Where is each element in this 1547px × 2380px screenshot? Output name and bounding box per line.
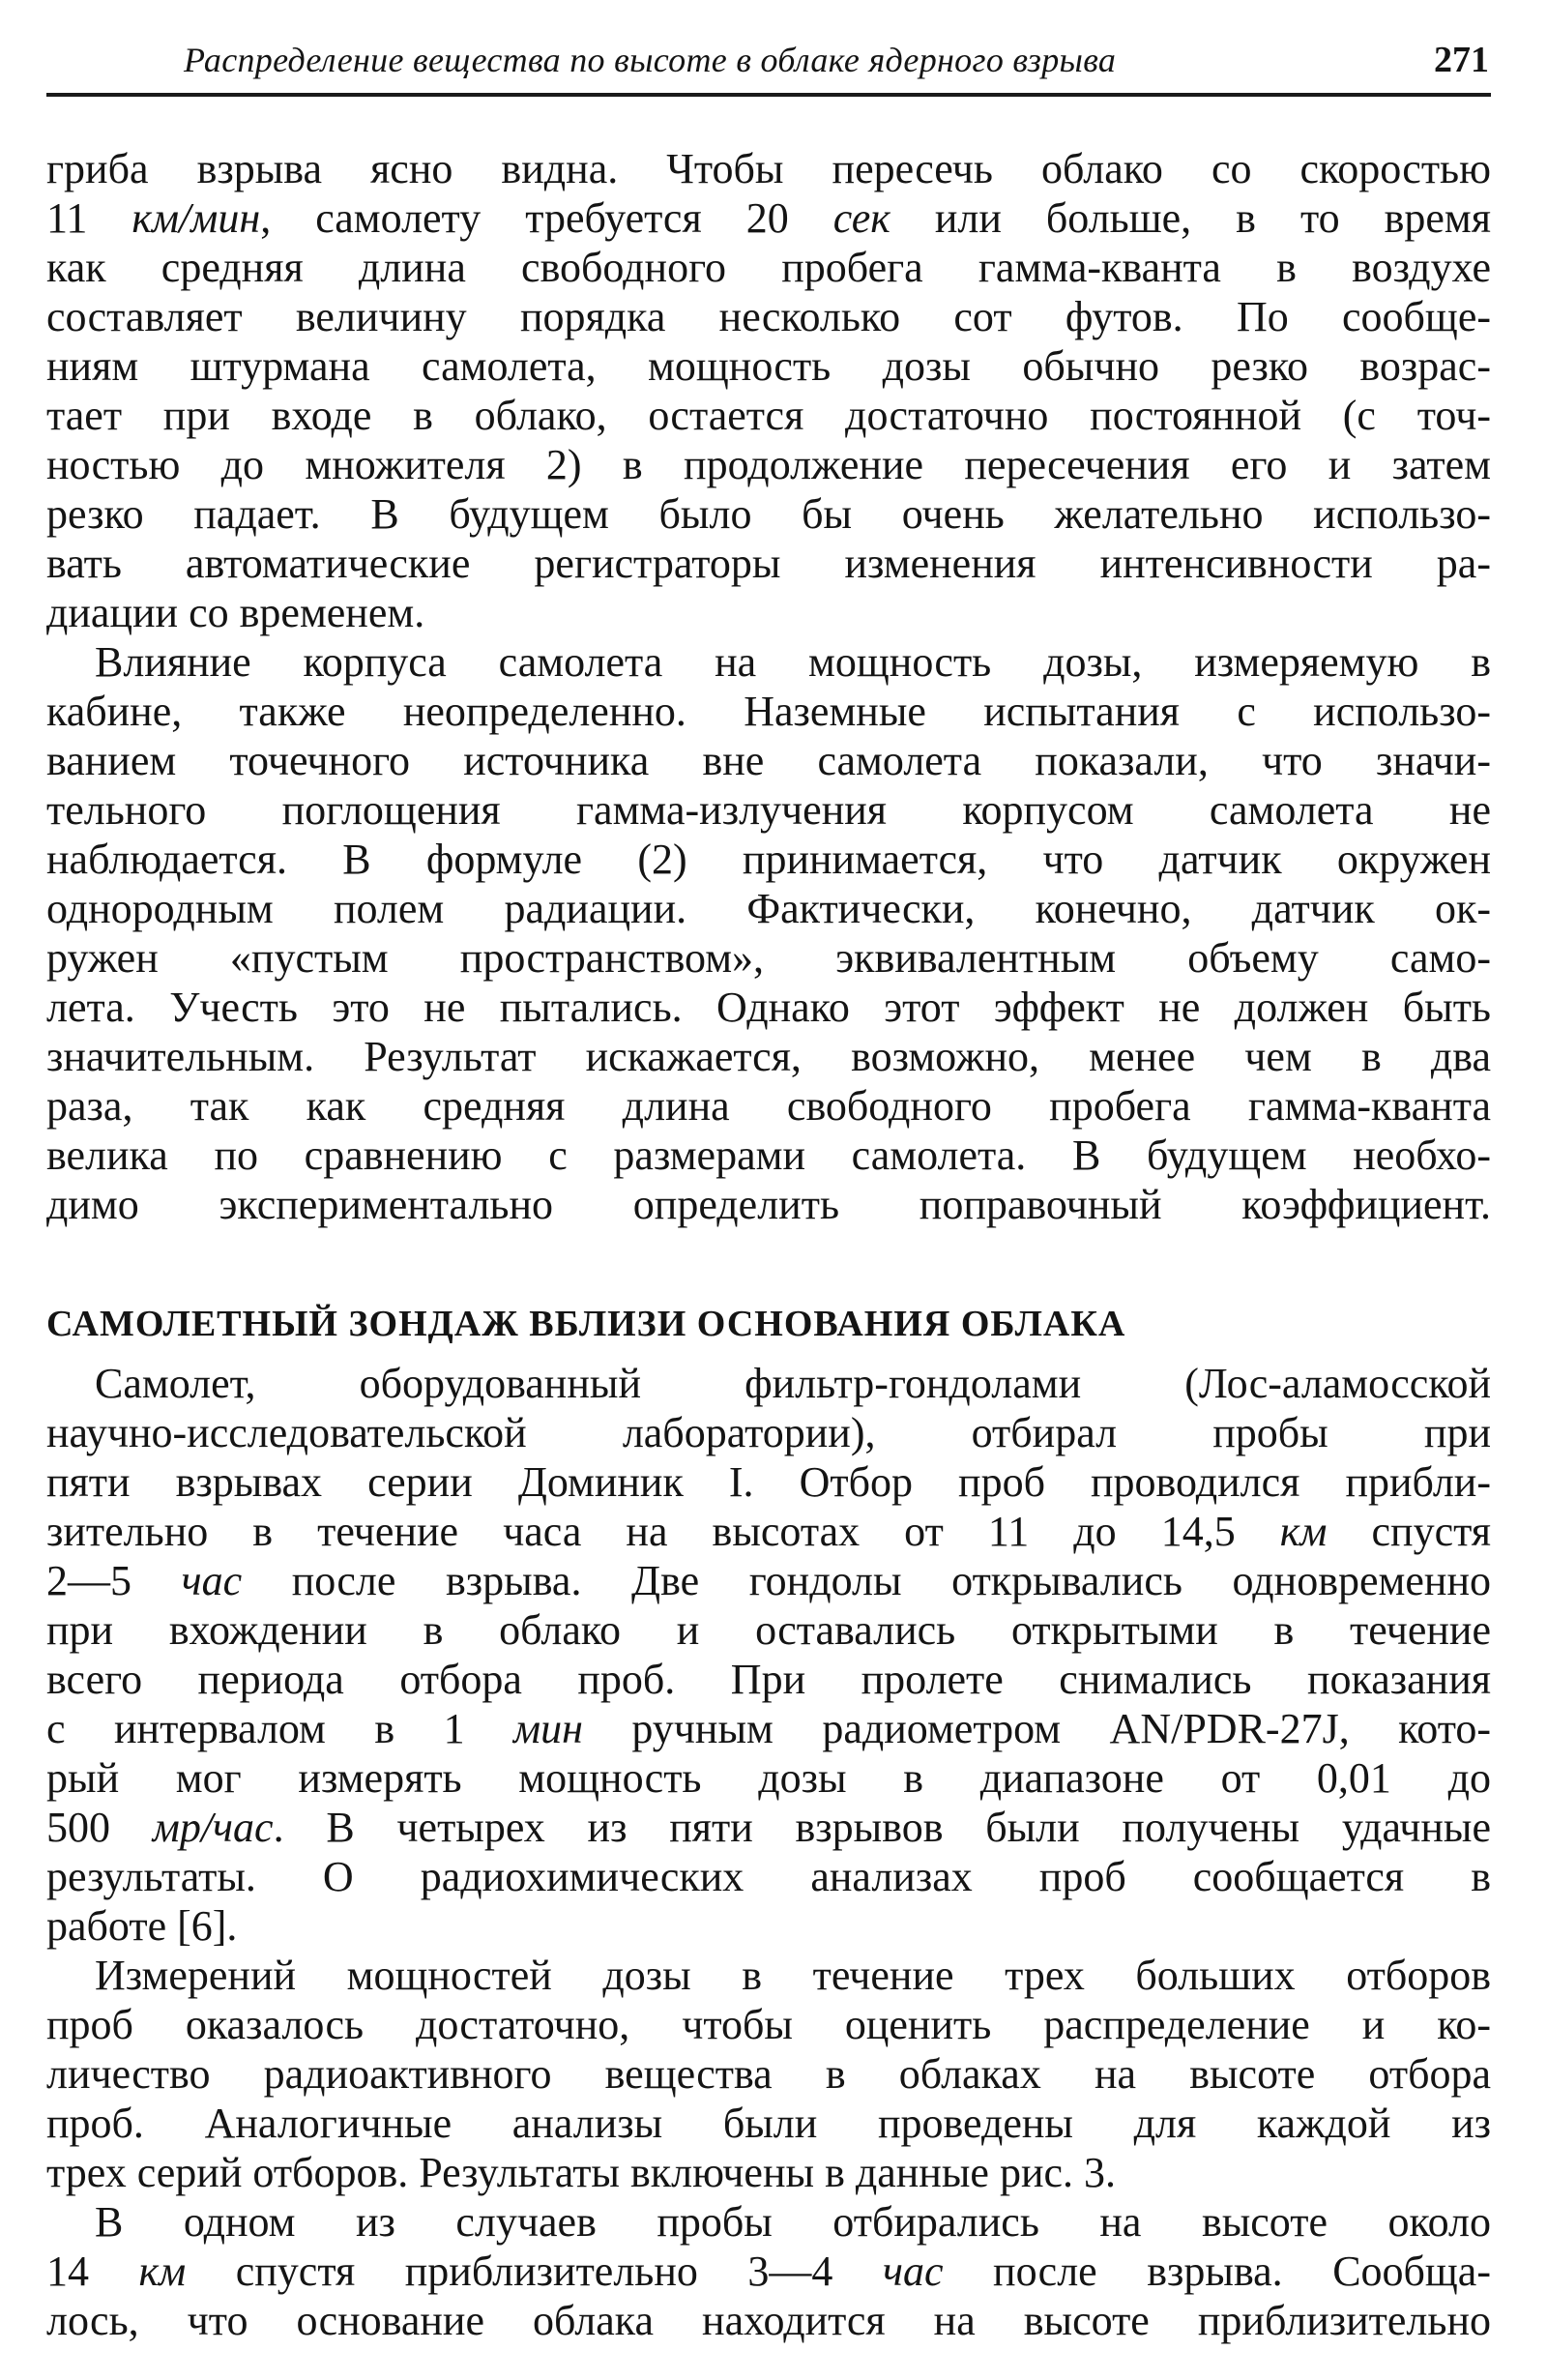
unit-text: км <box>1279 1508 1328 1555</box>
text-segment: . В четырех из пяти взрывов были получены удачные <box>273 1804 1492 1851</box>
text-line: Самолет, оборудованный фильтр-гондолами (Лос-аламосской <box>95 1360 1491 1407</box>
text-line: велика по сравнению с размерами самолета. В будущем необхо- <box>46 1131 1491 1179</box>
running-title: Распределение вещества по высоте в облаке ядерного взрыва <box>184 41 1117 79</box>
text-line: ружен «пустым пространством», эквивалентным объему само- <box>46 934 1491 982</box>
text-segment: 500 <box>46 1804 153 1851</box>
text-segment: после взрыва. Две гондолы открывались одновременно <box>242 1557 1491 1604</box>
text-line <box>46 1507 1491 1556</box>
page-number: 271 <box>1434 40 1489 80</box>
text-segment: 11 <box>46 194 132 242</box>
unit-text: сек <box>832 194 890 242</box>
text-line: значительным. Результат искажается, возможно, менее чем в два <box>46 1033 1491 1080</box>
unit-text: час <box>181 1557 243 1604</box>
text-line <box>46 1556 1491 1605</box>
text-line: кабине, также неопределенно. Наземные испытания с использо- <box>46 688 1491 735</box>
text-line <box>46 193 1491 243</box>
unit-text: км <box>138 2248 187 2295</box>
text-segment: или больше, в то время <box>890 194 1491 242</box>
text-segment: ручным радиометром AN/PDR-27J, кото- <box>582 1705 1491 1752</box>
paragraph <box>46 1359 1491 1951</box>
paragraph <box>46 2197 1491 2345</box>
text-line: наблюдается. В формуле (2) принимается, что датчик окружен <box>46 836 1491 883</box>
text-segment: 14 <box>46 2248 139 2295</box>
text-line: трех серий отборов. Результаты включены в данные рис. 3. <box>46 2149 1117 2196</box>
text-segment: спустя приблизительно 3—4 <box>186 2248 883 2295</box>
text-line: составляет величину порядка несколько сот футов. По сообще- <box>46 293 1491 340</box>
text-segment: с интервалом в 1 <box>46 1705 514 1752</box>
text-line: научно-исследовательской лаборатории), отбирал пробы при <box>46 1409 1491 1456</box>
text-segment: , самолету требуется 20 <box>260 194 833 242</box>
text-line: диации со временем. <box>46 589 425 636</box>
text-line: пяти взрывах серии Доминик I. Отбор проб проводился прибли- <box>46 1458 1491 1506</box>
paragraph <box>46 1951 1491 2197</box>
text-line: тает при входе в облако, остается достаточно постоянной (с точ- <box>46 392 1491 439</box>
text-line: как средняя длина свободного пробега гамма-кванта в воздухе <box>46 244 1491 291</box>
text-line: лета. Учесть это не пытались. Однако этот эффект не должен быть <box>46 984 1491 1031</box>
text-segment: спустя <box>1327 1508 1491 1555</box>
text-line: резко падает. В будущем было бы очень желательно использо- <box>46 490 1491 538</box>
text-line: Измерений мощностей дозы в течение трех больших отборов <box>95 1952 1491 1999</box>
text-line: однородным полем радиации. Фактически, конечно, датчик ок- <box>46 885 1491 932</box>
text-line: ниям штурмана самолета, мощность дозы обычно резко возрас- <box>46 342 1491 390</box>
text-line: димо экспериментально определить поправочный коэффициент. <box>46 1181 1491 1228</box>
text-line: ностью до множителя 2) в продолжение пересечения его и затем <box>46 441 1491 488</box>
text-line: ванием точечного источника вне самолета показали, что значи- <box>46 737 1491 784</box>
text-line <box>46 1803 1491 1852</box>
text-line: раза, так как средняя длина свободного пробега гамма-кванта <box>46 1082 1491 1130</box>
text-line: рый мог измерять мощность дозы в диапазоне от 0,01 до <box>46 1754 1491 1802</box>
text-line <box>46 2247 1491 2296</box>
section-heading: САМОЛЕТНЫЙ ЗОНДАЖ ВБЛИЗИ ОСНОВАНИЯ ОБЛАКА <box>46 1304 1126 1344</box>
header-rule <box>46 93 1491 97</box>
unit-text: км/мин <box>131 194 261 242</box>
text-line: личество радиоактивного вещества в облаках на высоте отбора <box>46 2050 1491 2098</box>
text-line: всего периода отбора проб. При пролете снимались показания <box>46 1656 1491 1703</box>
unit-text: мин <box>513 1705 583 1752</box>
text-line: В одном из случаев пробы отбирались на высоте около <box>95 2198 1491 2246</box>
text-segment: 2—5 <box>46 1557 182 1604</box>
text-line: работе [6]. <box>46 1902 238 1950</box>
text-line: проб. Аналогичные анализы были проведены для каждой из <box>46 2100 1491 2147</box>
text-line: Влияние корпуса самолета на мощность дозы, измеряемую в <box>95 638 1491 686</box>
text-line: при вхождении в облако и оставались открытыми в течение <box>46 1606 1491 1654</box>
text-line: тельного поглощения гамма-излучения корпусом самолета не <box>46 786 1491 834</box>
text-segment: зительно в течение часа на высотах от 11 до 14,5 <box>46 1508 1280 1555</box>
text-line: лось, что основание облака находится на высоте приблизительно <box>46 2297 1491 2344</box>
running-head <box>184 35 1489 85</box>
text-line: результаты. О радиохимических анализах проб сообщается в <box>46 1853 1491 1900</box>
unit-text: час <box>882 2248 944 2295</box>
text-segment: после взрыва. Сообща- <box>943 2248 1491 2295</box>
text-line: гриба взрыва ясно видна. Чтобы пересечь облако со скоростью <box>46 145 1491 192</box>
text-line: вать автоматические регистраторы изменения интенсивности ра- <box>46 540 1491 587</box>
text-line: проб оказалось достаточно, чтобы оценить распределение и ко- <box>46 2001 1491 2048</box>
paragraph <box>46 637 1491 1229</box>
unit-text: мр/час <box>152 1804 274 1851</box>
paragraph <box>46 144 1491 637</box>
text-line <box>46 1704 1491 1753</box>
